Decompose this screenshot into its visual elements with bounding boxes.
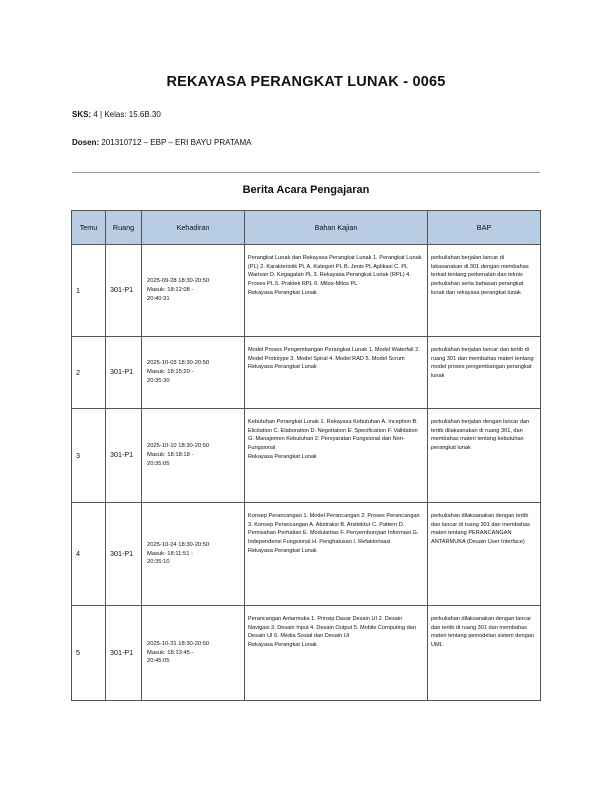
check-out-text: 20:45:05 xyxy=(147,658,170,665)
kajian-text: Perancangan Antarmuka 1. Prinsip Dasar Desain UI 2. Desain Navigasi 3. Desain Input 4. Desain Output 5. Mobile Computing dan Desain UI 6. Media Sosial dan Desain UI xyxy=(248,616,416,640)
sks-label: SKS: xyxy=(72,110,92,119)
course-title: REKAYASA PERANGKAT LUNAK - 0065 xyxy=(166,74,446,90)
schedule-text: 2025-10-03 18:30-20:50 xyxy=(147,360,210,367)
bap-cell: perkuliahan dilaksanakan dengan tertib dan lancar di ruang 301 dan membahas materi tentang PERANCANGAN ANTARMUKA (Desain User Interface) xyxy=(428,503,541,606)
section-title: Berita Acara Pengajaran xyxy=(242,184,370,196)
temu-cell: 5 xyxy=(72,606,106,701)
kajian-subject: Rekayasa Perangkat Lunak xyxy=(248,547,317,554)
kajian-subject: Rekayasa Perangkat Lunak xyxy=(248,364,317,371)
check-out-text: 20:35:05 xyxy=(147,460,170,467)
schedule-text: 2025-09-28 18:30-20:50 xyxy=(147,278,210,285)
kajian-subject: Rekayasa Perangkat Lunak xyxy=(248,289,317,296)
header-bap: BAP xyxy=(428,211,541,245)
temu-cell: 3 xyxy=(72,409,106,503)
table-row xyxy=(72,245,541,337)
bahan-kajian-cell xyxy=(245,606,428,701)
kajian-text: Kebutuhan Perangkat Lunak 1. Rekayasa Kebutuhan A. Inception B. Elicitation C. Elaboration D. Negotiation E. Specification F. Validation G. Manajemen Kebutuhan 2. Persyaratan Fungsional dan Non-Fungsional xyxy=(248,419,418,451)
check-in-text: Masuk: 18:15:20 - xyxy=(147,369,194,375)
check-in-text: Masuk: 18:11:51 - xyxy=(147,550,193,557)
table-row xyxy=(72,503,541,606)
kehadiran-cell xyxy=(142,409,245,503)
kehadiran-cell xyxy=(142,245,245,337)
kajian-text: Perangkat Lunak dan Rekayasa Perangkat Lunak 1. Perangkat Lunak (PL) 2. Karakteristik PL A. Kategori PL B. Jenis PL Aplikasi C. PL Warisan D. Kegagalan PL 3. Rekayasa Perangkat Lunak (RPL) 4. Proses PL 5. Praktek RPL 6. Mitos-Mitos PL xyxy=(248,255,422,287)
table-row xyxy=(72,606,541,701)
ruang-cell: 301-P1 xyxy=(106,503,142,606)
lecturer-line xyxy=(72,138,252,147)
kajian-text: Model Proses Pengembangan Perangkat Lunak 1. Model Waterfall 2. Model Prototype 3. Model Spiral 4. Model RAD 5. Model Scrum xyxy=(248,347,420,362)
sks-class-line xyxy=(72,110,161,119)
ruang-cell: 301-P1 xyxy=(106,606,142,701)
bahan-kajian-cell xyxy=(245,337,428,409)
lecturer-value: 201310712 – EBP – ERI BAYU PRATAMA xyxy=(101,138,252,147)
header-bahan-kajian: Bahan Kajian xyxy=(245,211,428,245)
bap-cell: perkuliahan dilaksanakan dengan lancar dan tertib di ruang 301 dan membahas materi tentang pemodelan sistem dengan UML xyxy=(428,606,541,701)
bap-cell: perkuliahan berjalan lancar dan tertib di ruang 301 dan membahas materi tentang model proses pengembangan perangkat lunak xyxy=(428,337,541,409)
ruang-cell: 301-P1 xyxy=(106,337,142,409)
kajian-text: Konsep Perancangan 1. Model Perancangan 2. Proses Perancangan 3. Konsep Perancangan A. Abstraksi B. Arsitektur C. Pattern D. Pemisahan Perhatian E. Modularitas F. Penyembunyian Informasi G. Independensi Fungsional H. Penghalusan I. Refaktorisasi xyxy=(248,513,420,545)
check-in-text: Masuk: 18:18:18 - xyxy=(147,452,194,458)
table-header-row xyxy=(72,211,541,245)
bap-cell: perkuliahan berjalan lancar di lakasanakan di 301 dengan membahas terkait tentang perkenalan dan teknis perkuliahan serta bahasan perangkat lunak dan rekayasa perangkat lunak xyxy=(428,245,541,337)
ruang-cell: 301-P1 xyxy=(106,245,142,337)
temu-cell: 4 xyxy=(72,503,106,606)
header-kehadiran: Kehadiran xyxy=(142,211,245,245)
temu-cell: 1 xyxy=(72,245,106,337)
temu-cell: 2 xyxy=(72,337,106,409)
kehadiran-cell xyxy=(142,337,245,409)
check-in-text: Masuk: 18:12:08 - xyxy=(147,287,194,293)
check-out-text: 20:35:30 xyxy=(147,377,170,384)
bahan-kajian-cell xyxy=(245,409,428,503)
header-ruang: Ruang xyxy=(106,211,142,245)
check-in-text: Masuk: 18:13:45 - xyxy=(147,649,194,656)
check-out-text: 20:35:10 xyxy=(147,559,170,566)
kehadiran-cell xyxy=(142,606,245,701)
bahan-kajian-cell xyxy=(245,245,428,337)
header-divider xyxy=(72,172,540,173)
ruang-cell: 301-P1 xyxy=(106,409,142,503)
teaching-report-table xyxy=(71,210,541,701)
kajian-subject: Rekayasa Perangkat Lunak xyxy=(248,641,317,648)
sks-class-value: 4 | Kelas: 15.6B.30 xyxy=(93,110,161,119)
schedule-text: 2025-10-31 18:30-20:50 xyxy=(147,640,210,647)
schedule-text: 2025-10-24 18:30-20:50 xyxy=(147,541,210,548)
lecturer-label: Dosen: xyxy=(72,138,100,147)
header-temu: Temu xyxy=(72,211,106,245)
table-row xyxy=(72,337,541,409)
check-out-text: 20:40:31 xyxy=(147,295,170,302)
schedule-text: 2025-10-10 18:30-20:50 xyxy=(147,443,210,450)
kajian-subject: Rekayasa Perangkat Lunak xyxy=(248,453,317,460)
bahan-kajian-cell xyxy=(245,503,428,606)
kehadiran-cell xyxy=(142,503,245,606)
bap-cell: perkuliahan berjalan dengan lancar dan tertib dilaksanakan di ruang 301, dan membahas materi tentang kebutuhan perangkat lunak xyxy=(428,409,541,503)
table-row xyxy=(72,409,541,503)
